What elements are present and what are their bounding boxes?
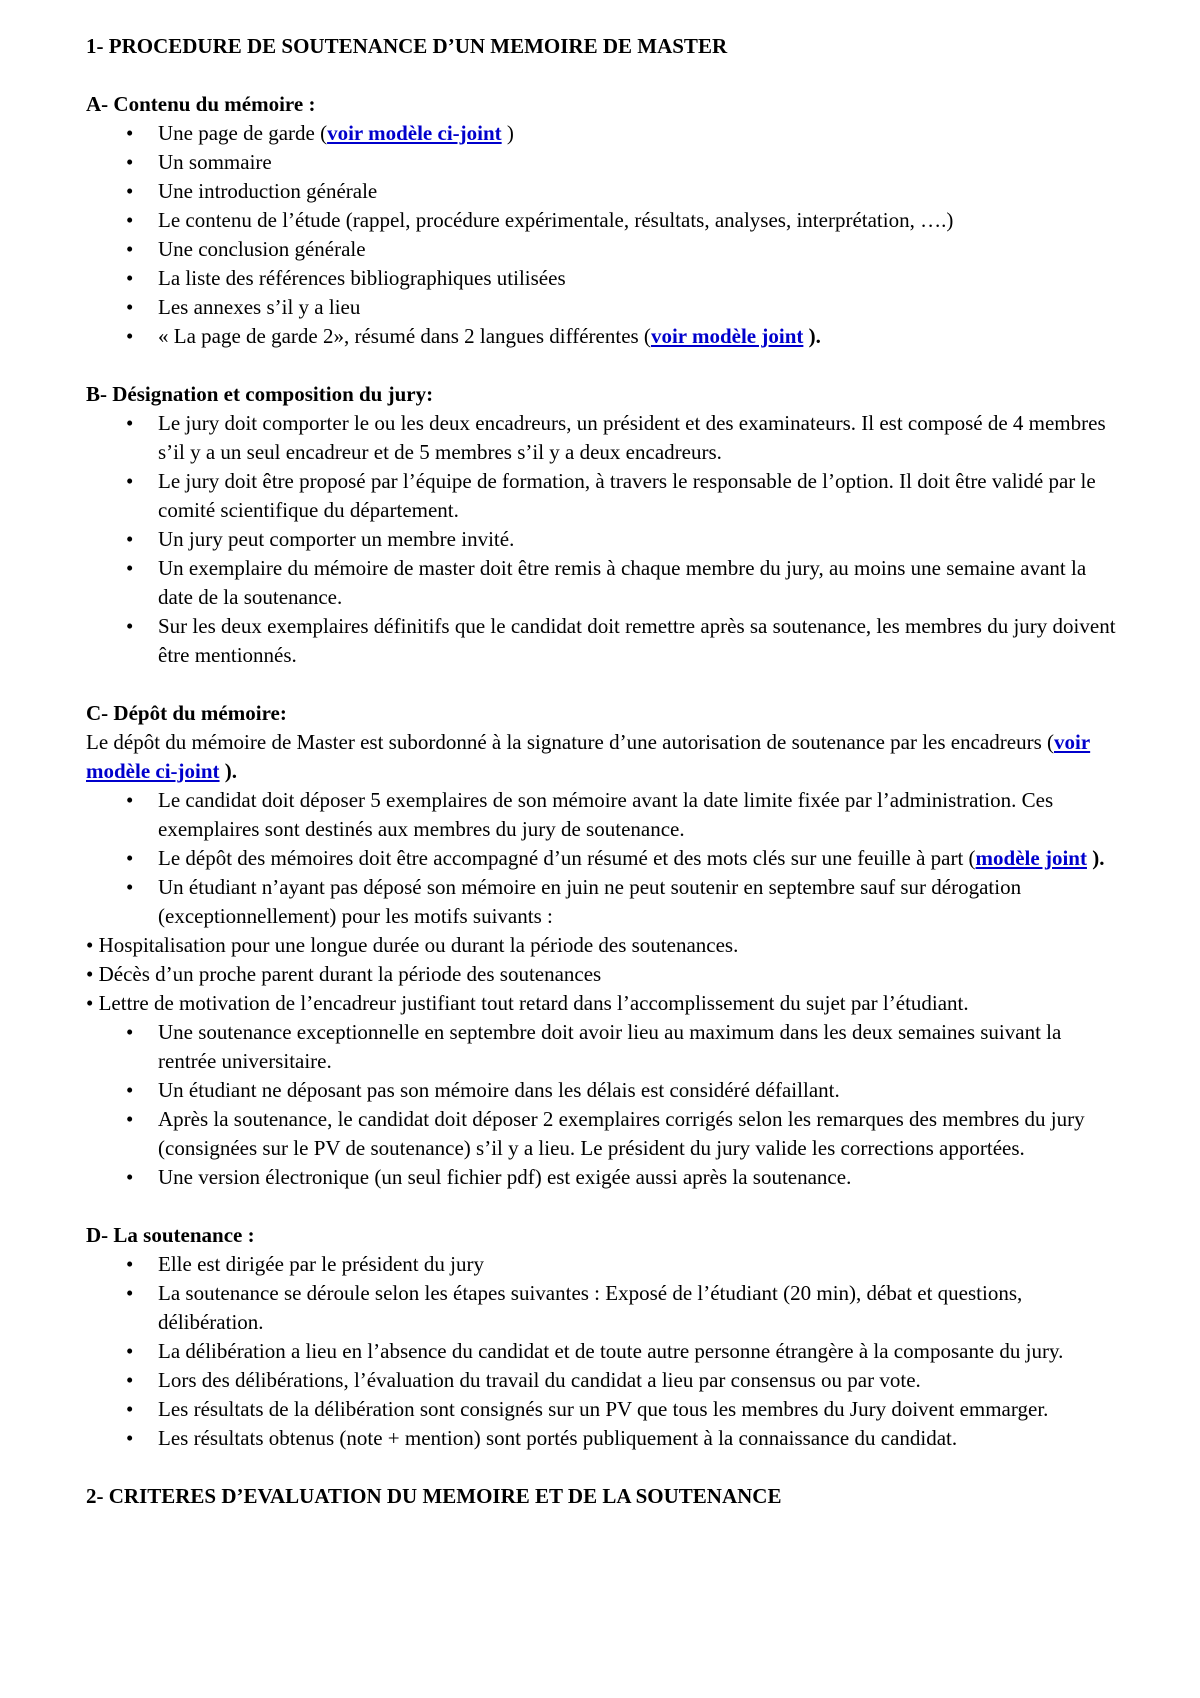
section-c-heading: C- Dépôt du mémoire: <box>86 701 287 725</box>
list-item: • Le jury doit être proposé par l’équipe de formation, à travers le responsable de l’option. Il doit être validé par le comité scientifique du département. <box>86 467 1120 525</box>
list-item: • Sur les deux exemplaires définitifs que le candidat doit remettre après sa soutenance, les membres du jury doivent être mentionnés. <box>86 612 1120 670</box>
list-item <box>86 322 1120 351</box>
list-item <box>86 119 1120 148</box>
list-item: • Un étudiant n’ayant pas déposé son mémoire en juin ne peut soutenir en septembre sauf sur dérogation (exceptionnellement) pour les motifs suivants : <box>86 873 1120 931</box>
list-item: • La délibération a lieu en l’absence du candidat et de toute autre personne étrangère à la composante du jury. <box>86 1337 1120 1366</box>
section-c-intro <box>86 728 1120 786</box>
section-d-list <box>86 1250 1120 1453</box>
list-item: • La liste des références bibliographiques utilisées <box>86 264 1120 293</box>
list-item: • Après la soutenance, le candidat doit déposer 2 exemplaires corrigés selon les remarques des membres du jury (consignées sur le PV de soutenance) s’il y a lieu. Le président du jury valide les corrections apportées. <box>86 1105 1120 1163</box>
section-d-heading: D- La soutenance : <box>86 1223 255 1247</box>
list-item: • Une version électronique (un seul fichier pdf) est exigée aussi après la soutenance. <box>86 1163 1120 1192</box>
section-a-list <box>86 119 1120 351</box>
section-2-title: 2- CRITERES D’EVALUATION DU MEMOIRE ET DE LA SOUTENANCE <box>86 1484 782 1508</box>
list-item: • Une conclusion générale <box>86 235 1120 264</box>
list-item: • Les résultats de la délibération sont consignés sur un PV que tous les membres du Jury doivent emmarger. <box>86 1395 1120 1424</box>
section-b-list <box>86 409 1120 670</box>
list-item: • Une soutenance exceptionnelle en septembre doit avoir lieu au maximum dans les deux semaines suivant la rentrée universitaire. <box>86 1018 1120 1076</box>
section-c-list <box>86 786 1120 931</box>
list-item: • Le candidat doit déposer 5 exemplaires de son mémoire avant la date limite fixée par l’administration. Ces exemplaires sont destinés aux membres du jury de soutenance. <box>86 786 1120 844</box>
model-link-cover-page-2[interactable]: voir modèle joint <box>650 324 804 348</box>
section-a-heading: A- Contenu du mémoire : <box>86 92 316 116</box>
list-item: • Un jury peut comporter un membre invité. <box>86 525 1120 554</box>
list-item: • Un étudiant ne déposant pas son mémoire dans les délais est considéré défaillant. <box>86 1076 1120 1105</box>
list-item-text: Le dépôt des mémoires doit être accompagné d’un résumé et des mots clés sur une feuille à part ( <box>158 846 976 870</box>
list-item: • Lors des délibérations, l’évaluation du travail du candidat a lieu par consensus ou par vote. <box>86 1366 1120 1395</box>
list-item: • La soutenance se déroule selon les étapes suivantes : Exposé de l’étudiant (20 min), débat et questions, délibération. <box>86 1279 1120 1337</box>
list-item-text: Une page de garde ( <box>158 121 328 145</box>
list-item-text: ). <box>1086 846 1105 870</box>
section-b-heading: B- Désignation et composition du jury: <box>86 382 434 406</box>
motif-item: • Lettre de motivation de l’encadreur justifiant tout retard dans l’accomplissement du sujet par l’étudiant. <box>86 991 969 1015</box>
model-link-summary[interactable]: modèle joint <box>975 846 1087 870</box>
paragraph-text: ). <box>219 759 238 783</box>
motif-item: • Hospitalisation pour une longue durée ou durant la période des soutenances. <box>86 933 739 957</box>
list-item: • Les annexes s’il y a lieu <box>86 293 1120 322</box>
list-item: • Le contenu de l’étude (rappel, procédure expérimentale, résultats, analyses, interprétation, ….) <box>86 206 1120 235</box>
list-item: • Le jury doit comporter le ou les deux encadreurs, un président et des examinateurs. Il est composé de 4 membres s’il y a un seul encadreur et de 5 membres s’il y a deux encadreurs. <box>86 409 1120 467</box>
section-c-list-2 <box>86 1018 1120 1192</box>
list-item-text: ). <box>803 324 821 348</box>
paragraph-text: Le dépôt du mémoire de Master est subordonné à la signature d’une autorisation de soutenance par les encadreurs ( <box>86 730 1054 754</box>
list-item: • Une introduction générale <box>86 177 1120 206</box>
list-item: • Un exemplaire du mémoire de master doit être remis à chaque membre du jury, au moins une semaine avant la date de la soutenance. <box>86 554 1120 612</box>
list-item-text: ) <box>501 121 514 145</box>
list-item: • Elle est dirigée par le président du jury <box>86 1250 1120 1279</box>
model-link-authorization[interactable]: voir modèle ci-joint <box>86 730 1091 783</box>
list-item-text: « La page de garde 2», résumé dans 2 langues différentes ( <box>158 324 651 348</box>
page-title: 1- PROCEDURE DE SOUTENANCE D’UN MEMOIRE DE MASTER <box>86 34 728 58</box>
list-item: • Les résultats obtenus (note + mention) sont portés publiquement à la connaissance du candidat. <box>86 1424 1120 1453</box>
model-link-cover-page[interactable]: voir modèle ci-joint <box>327 121 502 145</box>
list-item <box>86 844 1120 873</box>
motif-item: • Décès d’un proche parent durant la période des soutenances <box>86 962 602 986</box>
list-item: • Un sommaire <box>86 148 1120 177</box>
